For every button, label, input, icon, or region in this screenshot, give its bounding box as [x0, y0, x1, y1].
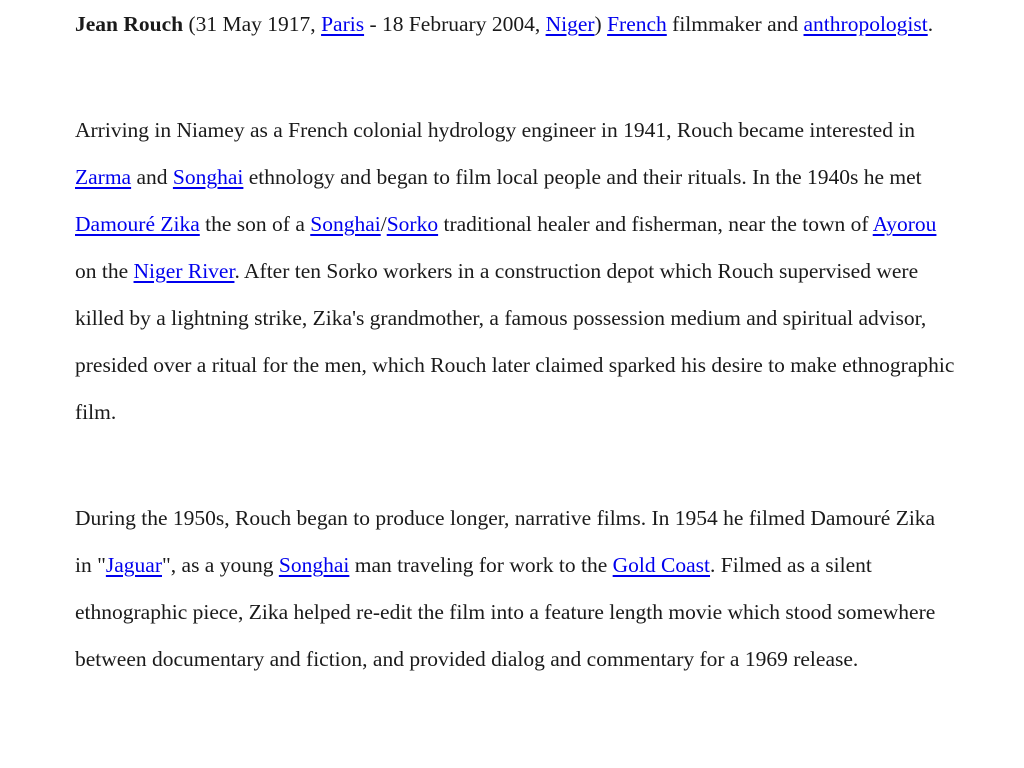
paragraph-early-career [75, 107, 955, 436]
article-body [75, 1, 955, 683]
link-sorko[interactable]: Sorko [386, 212, 439, 236]
text-segment: on the [75, 259, 134, 283]
text-segment: man traveling for work to the [349, 553, 613, 577]
text-segment: filmmaker and [666, 12, 804, 36]
text-segment: the son of a [199, 212, 311, 236]
text-segment: . [927, 12, 934, 36]
link-jaguar[interactable]: Jaguar [105, 553, 162, 577]
text-segment: ", as a young [162, 553, 279, 577]
link-paris[interactable]: Paris [321, 12, 365, 36]
text-segment: . After ten Sorko workers in a construction depot which Rouch supervised were killed by a lightning strike, Zika's grandmother, a famous possession medium and spiritual advisor, presided over a ritual for the men, which Rouch later claimed sparked his desire to make ethnographic film. [75, 259, 955, 424]
text-segment: and [131, 165, 173, 189]
text-segment: - 18 February 2004, [364, 12, 546, 36]
link-niger-river[interactable]: Niger River [133, 259, 235, 283]
link-songhai[interactable]: Songhai [278, 553, 350, 577]
text-segment: Arriving in Niamey as a French colonial hydrology engineer in 1941, Rouch became interested in [75, 118, 916, 142]
paragraph-1950s-films [75, 495, 955, 683]
link-zarma[interactable]: Zarma [75, 165, 132, 189]
link-niger[interactable]: Niger [545, 12, 595, 36]
link-french[interactable]: French [607, 12, 667, 36]
text-segment: ethnology and began to film local people and their rituals. In the 1940s he met [243, 165, 922, 189]
text-segment: traditional healer and fisherman, near the town of [438, 212, 873, 236]
paragraph-intro [75, 1, 955, 48]
article-subject: Jean Rouch [75, 12, 184, 36]
link-damoure-zika[interactable]: Damouré Zika [75, 212, 200, 236]
link-gold-coast[interactable]: Gold Coast [612, 553, 711, 577]
text-segment: ) [594, 12, 608, 36]
text-segment: / [380, 212, 387, 236]
link-ayorou[interactable]: Ayorou [872, 212, 937, 236]
link-songhai[interactable]: Songhai [172, 165, 244, 189]
link-anthropologist[interactable]: anthropologist [803, 12, 928, 36]
link-songhai[interactable]: Songhai [310, 212, 381, 236]
text-segment: . Filmed as a silent ethnographic piece, Zika helped re-edit the film into a feature length movie which stood somewhere between documentary and fiction, and provided dialog and commentary for a 1969 release. [75, 553, 936, 671]
text-segment: (31 May 1917, [183, 12, 322, 36]
text-segment: During the 1950s, Rouch began to produce longer, narrative films. In 1954 he filmed Damouré Zika in " [75, 506, 936, 577]
